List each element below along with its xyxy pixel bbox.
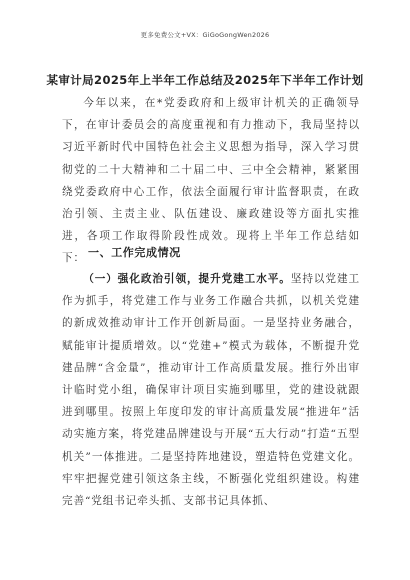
section-heading: 一、工作完成情况: [88, 246, 181, 259]
item1-paragraph: [62, 268, 360, 512]
item1-lead: （一）强化政治引领，提升党建工水平。: [83, 273, 291, 285]
intro-paragraph: 今年以来，在*党委政府和上级审计机关的正确领导下，在审计委员会的高度重视和有力推动下，我局坚持以习近平新时代中国特色社会主义思想为指导，深入学习贯彻党的二十大精神和二十届二中、三中全会精神，紧紧围绕党委政府中心工作，依法全面履行审计监督职责，在政治引领、主责主业、队伍建设、廉政建设等方面扎实推进，各项工作取得阶段性成效。现将上半年工作总结如下：: [62, 97, 360, 265]
header-note: 更多免费公文+VX：GiGoGongWen2026: [140, 31, 270, 39]
document-title: 某审计局2025年上半年工作总结及2025年下半年工作计划: [46, 73, 364, 87]
item1-body: 坚持以党建工作为抓手，将党建工作与业务工作融合共抓，以机关党建的新成效推动审计工作开创新局面。一是坚持业务融合，赋能审计提质增效。以“党建+”模式为载体，不断提升党建品牌“含金量”，推动审计工作高质量发展。推行外出审计临时党小组，确保审计项目实施到哪里，党的建设就跟进到哪里。按照上年度印发的审计高质量发展“推进年”活动实施方案，将党建品牌建设与开展“五大行动”打造“五型机关”一体推进。二是坚持阵地建设，塑造特色党建文化。牢牢把握党建引领这条主线，不断强化党组织建设。构建完善“党组书记牵头抓、支部书记具体抓、: [62, 273, 360, 508]
